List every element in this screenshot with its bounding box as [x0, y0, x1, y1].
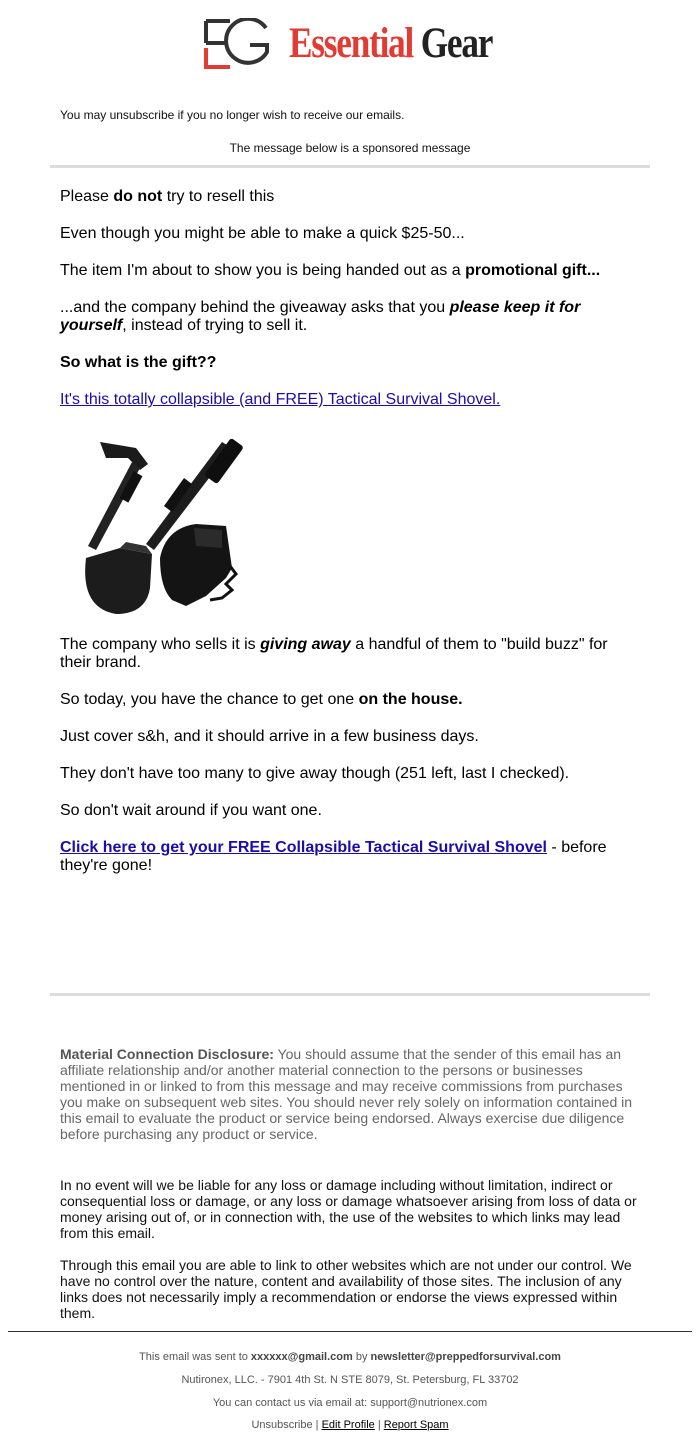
cta-link[interactable]: Click here to get your FREE Collapsible Tactical Survival Shovel	[60, 839, 547, 856]
brand-name-part2: Gear	[420, 20, 493, 67]
sponsored-note: The message below is a sponsored message	[229, 141, 471, 155]
shovel-product-image[interactable]	[76, 428, 256, 618]
sender-email: newsletter@preppedforsurvival.com	[370, 1351, 561, 1363]
report-spam-link[interactable]: Report Spam	[383, 1419, 449, 1431]
paragraph: Even though you might be able to make a quick $25-50...	[60, 225, 465, 242]
footer-contact: You can contact us via email at: support@nutrionex.com	[212, 1397, 488, 1409]
footer-separator: |	[315, 1419, 319, 1431]
disclosure-text: You should assume that the sender of this email has an affiliate relationship and/or another material connection to the persons or businesses mentioned in or linked to from this message and may receive commissions from purchases you make on subsequent web sites. You should never rely solely on information contained in this email to evaluate the product or service being endorsed. Always exercise due diligence before purchasing any product or service.	[60, 1046, 633, 1142]
paragraph: Just cover s&h, and it should arrive in a few business days.	[60, 728, 479, 745]
footer-separator: |	[377, 1419, 381, 1431]
brand-wordmark	[289, 16, 492, 72]
unsubscribe-link[interactable]: Unsubscribe	[251, 1419, 313, 1431]
divider	[50, 165, 650, 168]
disclosure-label: Material Connection Disclosure:	[60, 1046, 274, 1062]
recipient-email: xxxxxx@gmail.com	[250, 1351, 353, 1363]
material-disclosure	[60, 1046, 640, 1142]
paragraph	[60, 391, 640, 409]
footer-links	[0, 1419, 700, 1431]
paragraph: Please do not try to resell this	[60, 188, 275, 205]
paragraph: ...and the company behind the giveaway asks that you please keep it for yourself, instead of trying to sell it.	[60, 299, 581, 334]
paragraph: The item I'm about to show you is being handed out as a promotional gift...	[60, 262, 601, 279]
brand-name-part1: Essential	[289, 20, 414, 67]
email-header	[0, 0, 700, 90]
external-links-text: Through this email you are able to link to other websites which are not under our control. We have no control over the nature, content and availability of those sites. The inclusion of any links does not necessarily imply a recommendation or endorse the views expressed within them.	[60, 1257, 632, 1321]
footer-sent-line: This email was sent to xxxxxx@gmail.com by newsletter@preppedforsurvival.com	[139, 1351, 561, 1363]
paragraph: They don't have too many to give away though (251 left, last I checked).	[60, 765, 570, 782]
divider	[50, 993, 650, 996]
essential-gear-logo-icon	[204, 18, 270, 70]
footer-divider	[8, 1331, 692, 1332]
edit-profile-link[interactable]: Edit Profile	[321, 1419, 375, 1431]
liability-text: In no event will we be liable for any loss or damage including without limitation, indirect or consequential loss or damage, or any loss or damage whatsoever arising from loss of data or money arising out of, or in connection with, the use of the websites to which links may lead from this email.	[60, 1177, 637, 1241]
unsubscribe-note: You may unsubscribe if you no longer wish to receive our emails.	[60, 108, 405, 122]
paragraph: So today, you have the chance to get one on the house.	[60, 691, 463, 708]
shovel-offer-link[interactable]: It's this totally collapsible (and FREE) Tactical Survival Shovel.	[60, 391, 501, 408]
footer-address: Nutironex, LLC. - 7901 4th St. N STE 8079, St. Petersburg, FL 33702	[181, 1374, 519, 1386]
paragraph: Click here to get your FREE Collapsible Tactical Survival Shovel - before they're gone!	[60, 839, 607, 874]
paragraph: The company who sells it is giving away a handful of them to "build buzz" for their brand.	[60, 636, 608, 671]
paragraph: So what is the gift??	[60, 354, 217, 371]
paragraph: So don't wait around if you want one.	[60, 802, 322, 819]
message-body	[60, 188, 640, 894]
